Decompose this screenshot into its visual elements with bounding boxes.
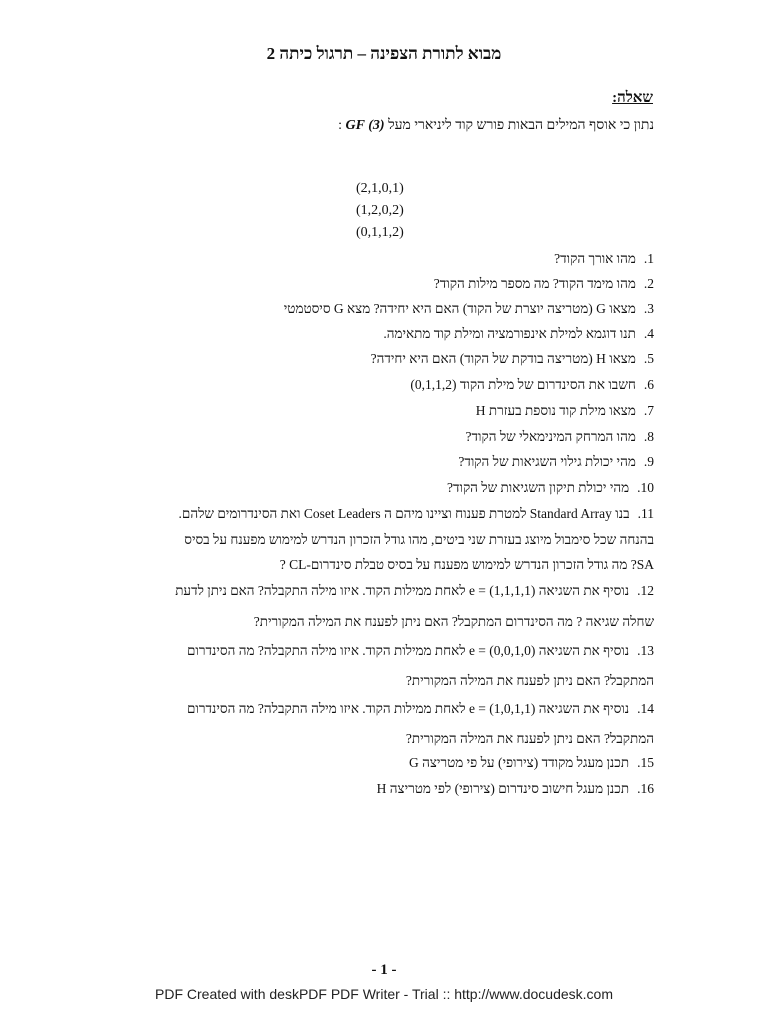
question-number: 14. — [637, 701, 654, 716]
question-text: מהו המרחק המינימאלי של הקוד? — [465, 429, 636, 444]
question-item — [114, 321, 654, 347]
question-number: 10. — [637, 480, 654, 495]
question-text: תכנן מעגל מקודד (צירופי) על פי מטריצה G — [408, 755, 630, 770]
question-item — [114, 246, 654, 272]
question-text: נוסיף את השגיאה e = (1,1,1,1) לאחת ממילות הקוד. איזו מילה התקבלה? האם ניתן לדעת — [175, 583, 630, 598]
question-item — [114, 372, 654, 398]
question-item — [114, 271, 654, 297]
vector-item: (2,1,0,1) — [356, 181, 404, 196]
question-text: תנו דוגמא למילת אינפורמציה ומילת קוד מתאימה. — [383, 326, 636, 341]
question-item — [94, 501, 654, 527]
question-text: מצאו H (מטריצה בודקת של הקוד) האם היא יחידה? — [370, 351, 636, 366]
question-number: 6. — [643, 377, 654, 392]
question-text: נוסיף את השגיאה e = (1,0,1,1) לאחת ממילות הקוד. איזו מילה התקבלה? מה הסינדרום — [187, 701, 630, 716]
intro-line — [338, 118, 654, 134]
question-number: 11. — [637, 506, 654, 521]
question-number: 7. — [643, 403, 654, 418]
pdf-footer: PDF Created with deskPDF PDF Writer - Trial :: http://www.docudesk.com — [155, 986, 613, 1002]
question-number: 2. — [643, 276, 654, 291]
question-number: 16. — [637, 781, 654, 796]
intro-text: נתון כי אוסף המילים הבאות פורש קוד ליניארי מעל — [388, 118, 654, 133]
question-item — [114, 449, 654, 475]
vector-item: (1,2,0,2) — [356, 203, 404, 218]
question-item — [114, 750, 654, 776]
question-item — [114, 346, 654, 372]
section-heading: שאלה: — [612, 90, 653, 106]
question-number: 15. — [637, 755, 654, 770]
question-text: מהי יכולת גילוי השגיאות של הקוד? — [458, 454, 636, 469]
question-continuation: המתקבל? האם ניתן לפענח את המילה המקורית? — [405, 731, 654, 746]
question-number: 1. — [643, 251, 654, 266]
question-text: מהו אורך הקוד? — [554, 251, 636, 266]
question-item — [114, 638, 654, 664]
question-item — [114, 296, 654, 322]
question-text: תכנן מעגל חישוב סינדרום (צירופי) לפי מטריצה H — [376, 781, 630, 796]
question-number: 3. — [643, 301, 654, 316]
intro-suffix: : — [338, 118, 343, 133]
vector-list — [356, 178, 404, 244]
question-text: מהו מימד הקוד? מה מספר מילות הקוד? — [433, 276, 636, 291]
question-item — [114, 424, 654, 450]
question-text: נוסיף את השגיאה e = (0,0,1,0) לאחת ממילות הקוד. איזו מילה התקבלה? מה הסינדרום — [187, 643, 630, 658]
question-continuation: SA? מה גודל הזכרון הנדרש למימוש מפענח על בסיס טבלת סינדרום-CL ? — [279, 557, 654, 572]
question-continuation: שחלה שגיאה ? מה הסינדרום המתקבל? האם ניתן לפענח את המילה המקורית? — [253, 614, 654, 629]
page-number: - 1 - — [371, 962, 397, 978]
question-text: מצאו G (מטריצה יוצרת של הקוד) האם היא יחידה? מצא G סיסטמטי — [283, 301, 636, 316]
question-number: 8. — [643, 429, 654, 444]
question-item — [114, 475, 654, 501]
question-number: 5. — [643, 351, 654, 366]
page-title: מבוא לתורת הצפינה – תרגול כיתה 2 — [266, 44, 502, 63]
question-number: 4. — [643, 326, 654, 341]
question-item — [114, 398, 654, 424]
question-item — [114, 776, 654, 802]
question-number: 13. — [637, 643, 654, 658]
question-item — [114, 696, 654, 722]
intro-field: GF (3) — [345, 118, 385, 133]
question-continuation: בהנחה שכל סימבול מיוצג בעזרת שני ביטים, מהו גודל הזכרון הנדרש למימוש מפענח על בסיס — [184, 532, 654, 547]
question-text: בנו Standard Array למטרת פענוח וציינו מיהם ה Coset Leaders ואת הסינדרומים שלהם. — [178, 506, 630, 521]
question-item — [114, 578, 654, 604]
question-text: מהי יכולת תיקון השגיאות של הקוד? — [447, 480, 630, 495]
question-number: 9. — [643, 454, 654, 469]
question-continuation: המתקבל? האם ניתן לפענח את המילה המקורית? — [405, 673, 654, 688]
vector-item: (0,1,1,2) — [356, 225, 404, 240]
question-text: מצאו מילת קוד נוספת בעזרת H — [475, 403, 636, 418]
question-text: חשבו את הסינדרום של מילת הקוד (0,1,1,2) — [410, 377, 636, 392]
question-number: 12. — [637, 583, 654, 598]
